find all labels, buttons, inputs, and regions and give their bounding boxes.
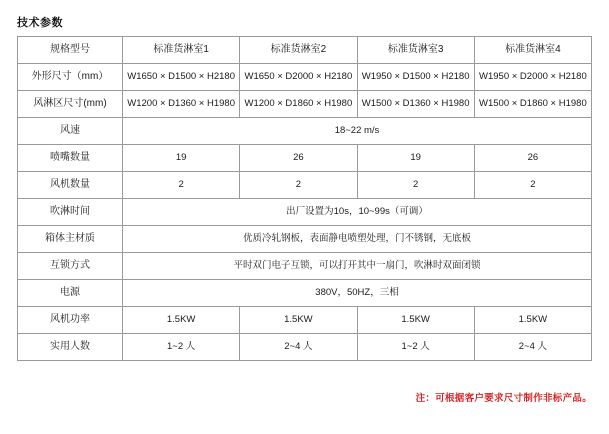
row-label: 吹淋时间 bbox=[18, 199, 123, 226]
row-value: W1950 × D1500 × H2180 bbox=[357, 64, 474, 91]
row-label: 互锁方式 bbox=[18, 253, 123, 280]
row-value: 2 bbox=[474, 172, 591, 199]
table-row bbox=[18, 64, 592, 91]
row-value: 1.5KW bbox=[357, 307, 474, 334]
table-row bbox=[18, 334, 592, 361]
spec-table-body bbox=[18, 37, 592, 361]
row-value-merged: 18~22 m/s bbox=[123, 118, 592, 145]
row-label: 箱体主材质 bbox=[18, 226, 123, 253]
row-label: 电源 bbox=[18, 280, 123, 307]
row-value: 1.5KW bbox=[123, 307, 240, 334]
row-value-merged: 优质冷轧钢板，表面静电喷塑处理，门不锈钢，无底板 bbox=[123, 226, 592, 253]
row-value: W1950 × D2000 × H2180 bbox=[474, 64, 591, 91]
row-value: W1500 × D1360 × H1980 bbox=[357, 91, 474, 118]
row-value: 1.5KW bbox=[240, 307, 357, 334]
page-title: 技术参数 bbox=[17, 17, 63, 29]
row-label: 风机数量 bbox=[18, 172, 123, 199]
header-cell-4: 标准货淋室4 bbox=[474, 37, 591, 64]
row-label: 风速 bbox=[18, 118, 123, 145]
header-cell-3: 标准货淋室3 bbox=[357, 37, 474, 64]
row-value: W1200 × D1860 × H1980 bbox=[240, 91, 357, 118]
table-row bbox=[18, 253, 592, 280]
table-header-row bbox=[18, 37, 592, 64]
row-value: 1~2 人 bbox=[123, 334, 240, 361]
row-value: 26 bbox=[474, 145, 591, 172]
table-row bbox=[18, 91, 592, 118]
table-row bbox=[18, 118, 592, 145]
row-value: W1650 × D1500 × H2180 bbox=[123, 64, 240, 91]
row-label: 风淋区尺寸(mm) bbox=[18, 91, 123, 118]
row-value: 1.5KW bbox=[474, 307, 591, 334]
row-value: 1~2 人 bbox=[357, 334, 474, 361]
row-value: 2 bbox=[240, 172, 357, 199]
row-value: 2 bbox=[357, 172, 474, 199]
row-label: 喷嘴数量 bbox=[18, 145, 123, 172]
table-row bbox=[18, 172, 592, 199]
row-value: 2 bbox=[123, 172, 240, 199]
row-value: 2~4 人 bbox=[474, 334, 591, 361]
row-label: 实用人数 bbox=[18, 334, 123, 361]
row-value: 26 bbox=[240, 145, 357, 172]
row-label: 外形尺寸（mm） bbox=[18, 64, 123, 91]
spec-table bbox=[17, 36, 592, 361]
row-value: 19 bbox=[357, 145, 474, 172]
table-row bbox=[18, 280, 592, 307]
row-value: W1650 × D2000 × H2180 bbox=[240, 64, 357, 91]
row-value-merged: 380V，50HZ，三相 bbox=[123, 280, 592, 307]
footer-note: 注：可根据客户要求尺寸制作非标产品。 bbox=[415, 393, 592, 404]
table-row bbox=[18, 226, 592, 253]
table-row bbox=[18, 307, 592, 334]
row-value-merged: 平时双门电子互锁，可以打开其中一扇门，吹淋时双面闭锁 bbox=[123, 253, 592, 280]
row-value: W1200 × D1360 × H1980 bbox=[123, 91, 240, 118]
header-label-cell: 规格型号 bbox=[18, 37, 123, 64]
row-value: 19 bbox=[123, 145, 240, 172]
table-row bbox=[18, 199, 592, 226]
header-cell-2: 标准货淋室2 bbox=[240, 37, 357, 64]
row-value: W1500 × D1860 × H1980 bbox=[474, 91, 591, 118]
table-row bbox=[18, 145, 592, 172]
row-value: 2~4 人 bbox=[240, 334, 357, 361]
header-cell-1: 标准货淋室1 bbox=[123, 37, 240, 64]
row-label: 风机功率 bbox=[18, 307, 123, 334]
row-value-merged: 出厂设置为10s，10~99s（可调） bbox=[123, 199, 592, 226]
